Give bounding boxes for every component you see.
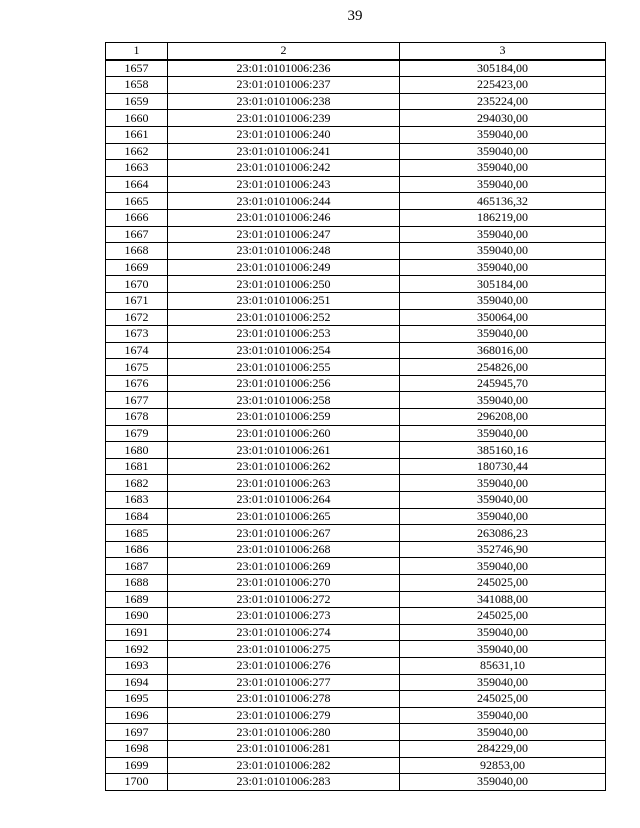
cadastral-number-cell: 23:01:0101006:243 bbox=[168, 176, 400, 193]
row-number-cell: 1698 bbox=[106, 740, 168, 757]
row-number-cell: 1668 bbox=[106, 243, 168, 260]
table-row bbox=[106, 392, 606, 409]
cadastral-number-cell: 23:01:0101006:250 bbox=[168, 276, 400, 293]
row-number-cell: 1669 bbox=[106, 259, 168, 276]
value-cell: 359040,00 bbox=[400, 674, 606, 691]
table-row bbox=[106, 193, 606, 210]
row-number-cell: 1662 bbox=[106, 143, 168, 160]
value-cell: 359040,00 bbox=[400, 641, 606, 658]
cadastral-number-cell: 23:01:0101006:281 bbox=[168, 740, 400, 757]
cadastral-number-cell: 23:01:0101006:246 bbox=[168, 209, 400, 226]
table-row bbox=[106, 525, 606, 542]
row-number-cell: 1674 bbox=[106, 342, 168, 359]
row-number-cell: 1660 bbox=[106, 110, 168, 127]
value-cell: 359040,00 bbox=[400, 126, 606, 143]
table-row bbox=[106, 558, 606, 575]
row-number-cell: 1694 bbox=[106, 674, 168, 691]
row-number-cell: 1665 bbox=[106, 193, 168, 210]
value-cell: 225423,00 bbox=[400, 77, 606, 94]
table-row bbox=[106, 475, 606, 492]
cadastral-number-cell: 23:01:0101006:270 bbox=[168, 575, 400, 592]
value-cell: 254826,00 bbox=[400, 359, 606, 376]
table-row bbox=[106, 326, 606, 343]
value-cell: 245945,70 bbox=[400, 375, 606, 392]
value-cell: 359040,00 bbox=[400, 226, 606, 243]
value-cell: 359040,00 bbox=[400, 425, 606, 442]
cadastral-number-cell: 23:01:0101006:253 bbox=[168, 326, 400, 343]
table-row bbox=[106, 176, 606, 193]
cadastral-number-cell: 23:01:0101006:268 bbox=[168, 541, 400, 558]
row-number-cell: 1700 bbox=[106, 774, 168, 791]
value-cell: 465136,32 bbox=[400, 193, 606, 210]
table-row bbox=[106, 707, 606, 724]
row-number-cell: 1671 bbox=[106, 292, 168, 309]
cadastral-number-cell: 23:01:0101006:279 bbox=[168, 707, 400, 724]
table-row bbox=[106, 259, 606, 276]
value-cell: 352746,90 bbox=[400, 541, 606, 558]
row-number-cell: 1661 bbox=[106, 126, 168, 143]
table-row bbox=[106, 160, 606, 177]
value-cell: 368016,00 bbox=[400, 342, 606, 359]
row-number-cell: 1695 bbox=[106, 691, 168, 708]
cadastral-number-cell: 23:01:0101006:274 bbox=[168, 624, 400, 641]
cadastral-number-cell: 23:01:0101006:251 bbox=[168, 292, 400, 309]
cadastral-number-cell: 23:01:0101006:244 bbox=[168, 193, 400, 210]
row-number-cell: 1688 bbox=[106, 575, 168, 592]
column-header-3: 3 bbox=[400, 43, 606, 60]
table-row bbox=[106, 458, 606, 475]
row-number-cell: 1684 bbox=[106, 508, 168, 525]
row-number-cell: 1682 bbox=[106, 475, 168, 492]
cadastral-number-cell: 23:01:0101006:255 bbox=[168, 359, 400, 376]
cadastral-number-cell: 23:01:0101006:264 bbox=[168, 492, 400, 509]
row-number-cell: 1672 bbox=[106, 309, 168, 326]
table-row bbox=[106, 243, 606, 260]
row-number-cell: 1689 bbox=[106, 591, 168, 608]
row-number-cell: 1683 bbox=[106, 492, 168, 509]
row-number-cell: 1691 bbox=[106, 624, 168, 641]
value-cell: 359040,00 bbox=[400, 143, 606, 160]
row-number-cell: 1673 bbox=[106, 326, 168, 343]
table-row bbox=[106, 209, 606, 226]
table-header bbox=[106, 43, 606, 60]
table-row bbox=[106, 93, 606, 110]
table-row bbox=[106, 276, 606, 293]
row-number-cell: 1679 bbox=[106, 425, 168, 442]
cadastral-number-cell: 23:01:0101006:282 bbox=[168, 757, 400, 774]
row-number-cell: 1670 bbox=[106, 276, 168, 293]
row-number-cell: 1687 bbox=[106, 558, 168, 575]
cadastral-number-cell: 23:01:0101006:249 bbox=[168, 259, 400, 276]
table-row bbox=[106, 342, 606, 359]
cadastral-number-cell: 23:01:0101006:283 bbox=[168, 774, 400, 791]
row-number-cell: 1699 bbox=[106, 757, 168, 774]
value-cell: 294030,00 bbox=[400, 110, 606, 127]
table-row bbox=[106, 359, 606, 376]
cadastral-number-cell: 23:01:0101006:278 bbox=[168, 691, 400, 708]
value-cell: 359040,00 bbox=[400, 392, 606, 409]
value-cell: 92853,00 bbox=[400, 757, 606, 774]
value-cell: 180730,44 bbox=[400, 458, 606, 475]
column-header-2: 2 bbox=[168, 43, 400, 60]
value-cell: 385160,16 bbox=[400, 442, 606, 459]
value-cell: 245025,00 bbox=[400, 691, 606, 708]
cadastral-number-cell: 23:01:0101006:236 bbox=[168, 60, 400, 77]
row-number-cell: 1667 bbox=[106, 226, 168, 243]
cadastral-number-cell: 23:01:0101006:254 bbox=[168, 342, 400, 359]
table-row bbox=[106, 508, 606, 525]
cadastral-number-cell: 23:01:0101006:261 bbox=[168, 442, 400, 459]
row-number-cell: 1666 bbox=[106, 209, 168, 226]
table-row bbox=[106, 591, 606, 608]
cadastral-number-cell: 23:01:0101006:272 bbox=[168, 591, 400, 608]
row-number-cell: 1658 bbox=[106, 77, 168, 94]
table-row bbox=[106, 375, 606, 392]
row-number-cell: 1677 bbox=[106, 392, 168, 409]
cadastral-table bbox=[105, 42, 606, 791]
cadastral-number-cell: 23:01:0101006:242 bbox=[168, 160, 400, 177]
cadastral-number-cell: 23:01:0101006:252 bbox=[168, 309, 400, 326]
table-row bbox=[106, 110, 606, 127]
value-cell: 359040,00 bbox=[400, 558, 606, 575]
row-number-cell: 1657 bbox=[106, 60, 168, 77]
table-row bbox=[106, 309, 606, 326]
row-number-cell: 1697 bbox=[106, 724, 168, 741]
value-cell: 359040,00 bbox=[400, 774, 606, 791]
value-cell: 85631,10 bbox=[400, 657, 606, 674]
value-cell: 263086,23 bbox=[400, 525, 606, 542]
value-cell: 359040,00 bbox=[400, 176, 606, 193]
header-row bbox=[106, 43, 606, 60]
cadastral-number-cell: 23:01:0101006:280 bbox=[168, 724, 400, 741]
table-row bbox=[106, 624, 606, 641]
cadastral-number-cell: 23:01:0101006:273 bbox=[168, 608, 400, 625]
row-number-cell: 1685 bbox=[106, 525, 168, 542]
value-cell: 359040,00 bbox=[400, 508, 606, 525]
row-number-cell: 1693 bbox=[106, 657, 168, 674]
cadastral-number-cell: 23:01:0101006:275 bbox=[168, 641, 400, 658]
table-row bbox=[106, 292, 606, 309]
table-row bbox=[106, 608, 606, 625]
value-cell: 245025,00 bbox=[400, 575, 606, 592]
column-header-1: 1 bbox=[106, 43, 168, 60]
table-row bbox=[106, 774, 606, 791]
cadastral-number-cell: 23:01:0101006:256 bbox=[168, 375, 400, 392]
cadastral-number-cell: 23:01:0101006:258 bbox=[168, 392, 400, 409]
value-cell: 359040,00 bbox=[400, 292, 606, 309]
row-number-cell: 1680 bbox=[106, 442, 168, 459]
row-number-cell: 1678 bbox=[106, 409, 168, 426]
cadastral-number-cell: 23:01:0101006:262 bbox=[168, 458, 400, 475]
cadastral-number-cell: 23:01:0101006:263 bbox=[168, 475, 400, 492]
table-row bbox=[106, 60, 606, 77]
cadastral-number-cell: 23:01:0101006:267 bbox=[168, 525, 400, 542]
value-cell: 296208,00 bbox=[400, 409, 606, 426]
table-row bbox=[106, 724, 606, 741]
table-row bbox=[106, 492, 606, 509]
cadastral-number-cell: 23:01:0101006:248 bbox=[168, 243, 400, 260]
value-cell: 359040,00 bbox=[400, 624, 606, 641]
row-number-cell: 1696 bbox=[106, 707, 168, 724]
cadastral-number-cell: 23:01:0101006:269 bbox=[168, 558, 400, 575]
value-cell: 359040,00 bbox=[400, 326, 606, 343]
value-cell: 186219,00 bbox=[400, 209, 606, 226]
row-number-cell: 1686 bbox=[106, 541, 168, 558]
value-cell: 359040,00 bbox=[400, 475, 606, 492]
cadastral-number-cell: 23:01:0101006:238 bbox=[168, 93, 400, 110]
cadastral-number-cell: 23:01:0101006:265 bbox=[168, 508, 400, 525]
row-number-cell: 1676 bbox=[106, 375, 168, 392]
row-number-cell: 1675 bbox=[106, 359, 168, 376]
table-row bbox=[106, 657, 606, 674]
table-row bbox=[106, 740, 606, 757]
table-row bbox=[106, 409, 606, 426]
value-cell: 350064,00 bbox=[400, 309, 606, 326]
table-row bbox=[106, 691, 606, 708]
value-cell: 359040,00 bbox=[400, 724, 606, 741]
value-cell: 341088,00 bbox=[400, 591, 606, 608]
row-number-cell: 1664 bbox=[106, 176, 168, 193]
table-row bbox=[106, 575, 606, 592]
row-number-cell: 1681 bbox=[106, 458, 168, 475]
value-cell: 305184,00 bbox=[400, 276, 606, 293]
value-cell: 359040,00 bbox=[400, 707, 606, 724]
row-number-cell: 1690 bbox=[106, 608, 168, 625]
table-row bbox=[106, 425, 606, 442]
table-row bbox=[106, 641, 606, 658]
value-cell: 359040,00 bbox=[400, 160, 606, 177]
value-cell: 359040,00 bbox=[400, 243, 606, 260]
cadastral-number-cell: 23:01:0101006:240 bbox=[168, 126, 400, 143]
table-row bbox=[106, 143, 606, 160]
value-cell: 245025,00 bbox=[400, 608, 606, 625]
table-row bbox=[106, 126, 606, 143]
page-number: 39 bbox=[347, 8, 363, 24]
value-cell: 284229,00 bbox=[400, 740, 606, 757]
table-body bbox=[106, 60, 606, 791]
cadastral-number-cell: 23:01:0101006:276 bbox=[168, 657, 400, 674]
cadastral-number-cell: 23:01:0101006:260 bbox=[168, 425, 400, 442]
cadastral-number-cell: 23:01:0101006:247 bbox=[168, 226, 400, 243]
value-cell: 235224,00 bbox=[400, 93, 606, 110]
table-row bbox=[106, 226, 606, 243]
row-number-cell: 1659 bbox=[106, 93, 168, 110]
value-cell: 305184,00 bbox=[400, 60, 606, 77]
value-cell: 359040,00 bbox=[400, 492, 606, 509]
table-row bbox=[106, 442, 606, 459]
value-cell: 359040,00 bbox=[400, 259, 606, 276]
row-number-cell: 1663 bbox=[106, 160, 168, 177]
cadastral-number-cell: 23:01:0101006:239 bbox=[168, 110, 400, 127]
table-row bbox=[106, 541, 606, 558]
table-row bbox=[106, 674, 606, 691]
table-row bbox=[106, 757, 606, 774]
row-number-cell: 1692 bbox=[106, 641, 168, 658]
cadastral-number-cell: 23:01:0101006:241 bbox=[168, 143, 400, 160]
table-row bbox=[106, 77, 606, 94]
cadastral-number-cell: 23:01:0101006:259 bbox=[168, 409, 400, 426]
cadastral-number-cell: 23:01:0101006:237 bbox=[168, 77, 400, 94]
cadastral-number-cell: 23:01:0101006:277 bbox=[168, 674, 400, 691]
